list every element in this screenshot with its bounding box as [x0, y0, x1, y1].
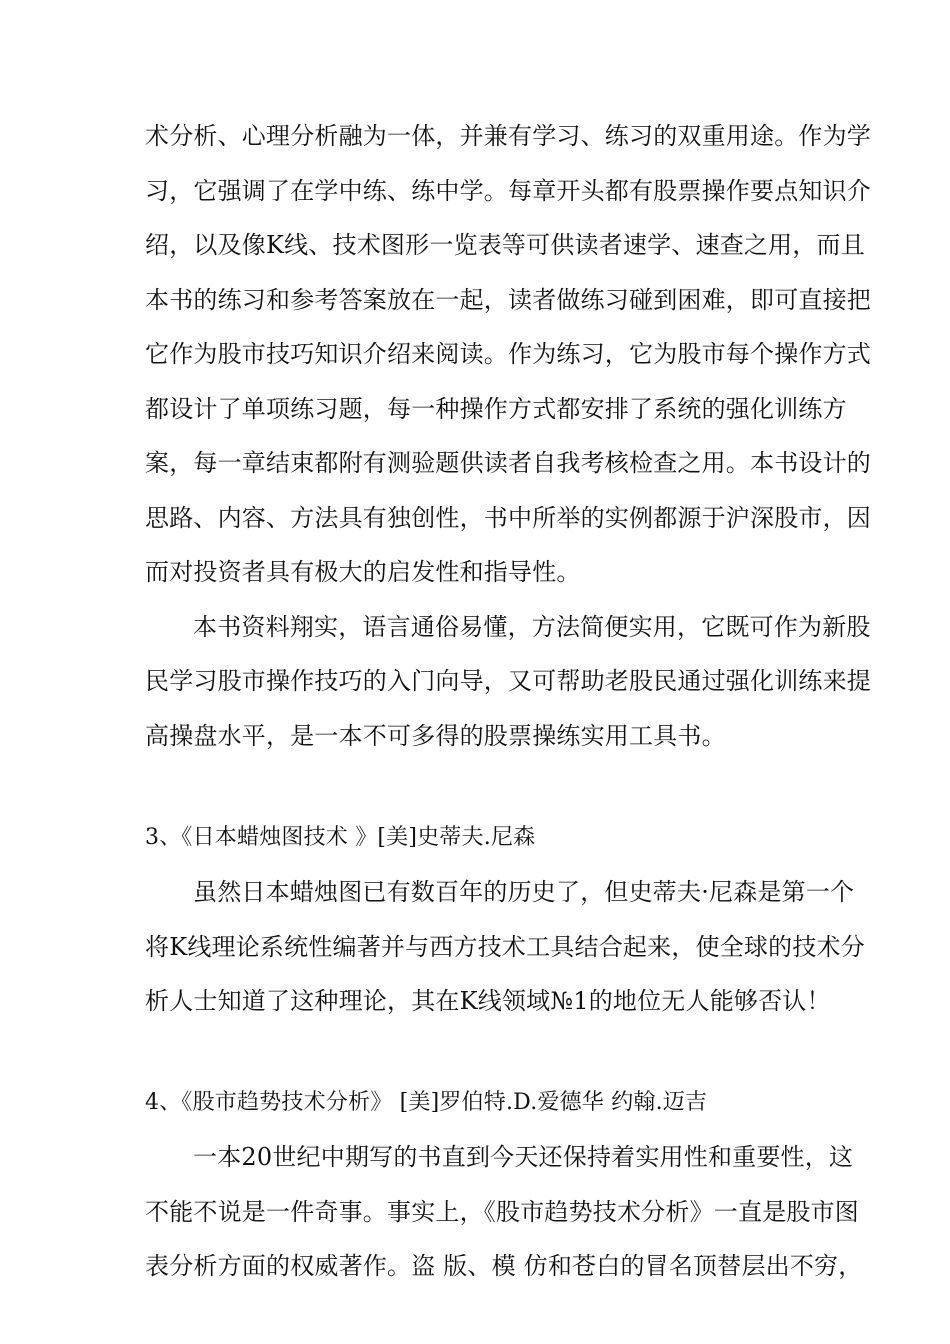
text-line: 一本20世纪中期写的书直到今天还保持着实用性和重要性，这	[193, 1143, 854, 1171]
text-line: 案，每一章结束都附有测验题供读者自我考核检查之用。本书设计的	[145, 449, 871, 477]
section-heading: 3、《日本蜡烛图技术 》[美]史蒂夫.尼森	[145, 825, 536, 850]
text-line: 思路、内容、方法具有独创性，书中所举的实例都源于沪深股市，因	[145, 504, 871, 532]
text-line: 将K线理论系统性编著并与西方技术工具结合起来，使全球的技术分	[145, 933, 865, 961]
text-line: 它作为股市技巧知识介绍来阅读。作为练习，它为股市每个操作方式	[145, 340, 871, 368]
section-heading: 4、《股市趋势技术分析》 [美]罗伯特.D.爱德华 约翰.迈吉	[145, 1090, 708, 1115]
text-line: 民学习股市操作技巧的入门向导，又可帮助老股民通过强化训练来提	[145, 667, 871, 695]
text-line: 而对投资者具有极大的启发性和指导性。	[145, 558, 581, 586]
text-line: 虽然日本蜡烛图已有数百年的历史了，但史蒂夫·尼森是第一个	[193, 878, 855, 906]
text-line: 析人士知道了这种理论，其在K线领域№1的地位无人能够否认！	[145, 987, 831, 1015]
text-line: 不能不说是一件奇事。事实上，《股市趋势技术分析》一直是股市图	[145, 1198, 859, 1226]
text-line: 绍，以及像K线、技术图形一览表等可供读者速学、速查之用，而且	[145, 231, 865, 259]
text-line: 高操盘水平，是一本不可多得的股票操练实用工具书。	[145, 722, 726, 750]
text-line: 习，它强调了在学中练、练中学。每章开头都有股票操作要点知识介	[145, 177, 871, 205]
text-line: 本书资料翔实，语言通俗易懂，方法简便实用，它既可作为新股	[193, 613, 871, 641]
text-line: 表分析方面的权威著作。盗 版、模 仿和苍白的冒名顶替层出不穷，	[145, 1252, 863, 1280]
text-line: 都设计了单项练习题，每一种操作方式都安排了系统的强化训练方	[145, 395, 847, 423]
text-line: 本书的练习和参考答案放在一起，读者做练习碰到困难，即可直接把	[145, 286, 871, 314]
text-line: 术分析、心理分析融为一体，并兼有学习、练习的双重用途。作为学	[145, 122, 871, 150]
